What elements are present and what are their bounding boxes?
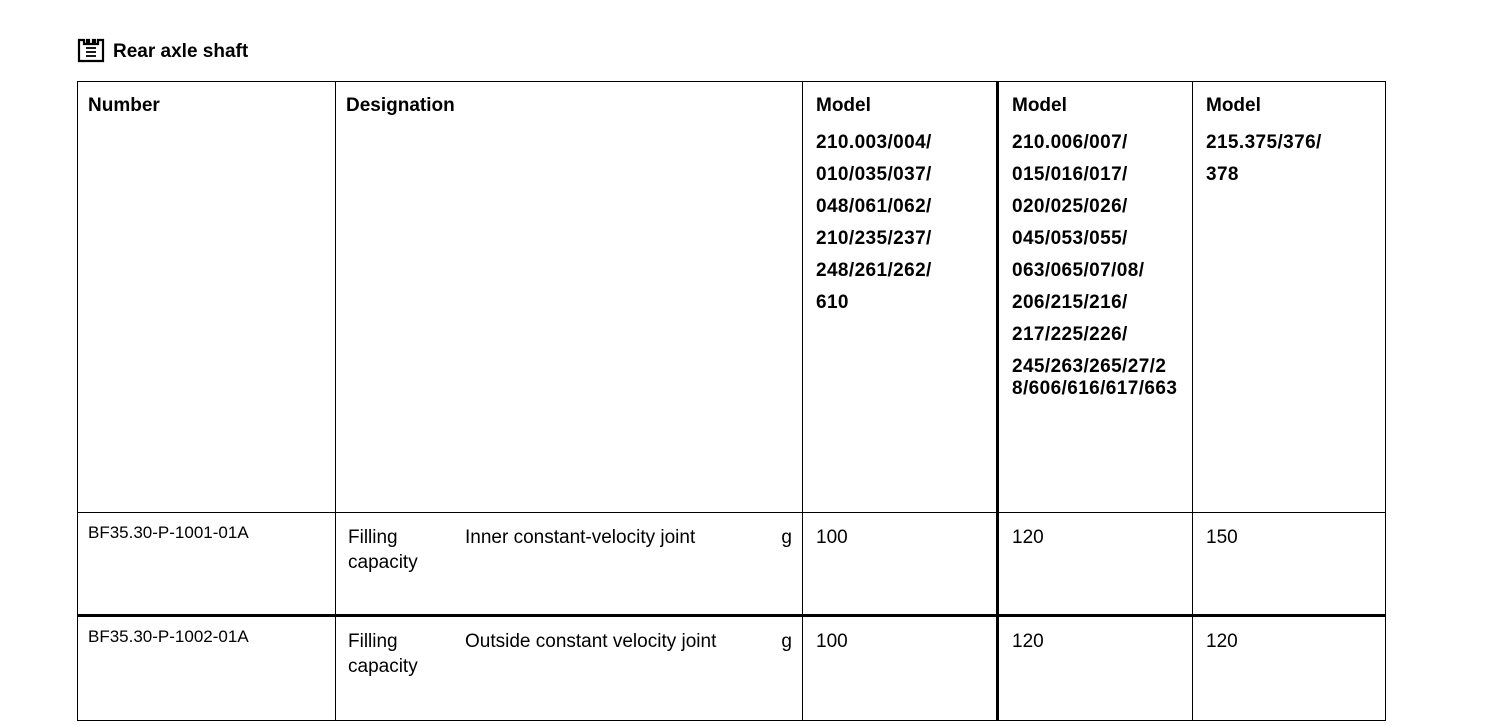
header-number: Number <box>78 82 336 513</box>
header-designation: Designation <box>336 82 803 513</box>
header-model-1 <box>803 82 998 513</box>
model-numbers <box>816 127 986 319</box>
model-label: Model <box>1012 95 1067 116</box>
header-model-3 <box>1193 82 1386 513</box>
model-number-line: 045/053/055/ <box>1012 228 1128 249</box>
designation-cell <box>336 513 803 616</box>
model-number-line: 610 <box>816 292 849 313</box>
component-label: Inner constant-velocity joint <box>465 527 696 548</box>
model-number-line: 015/016/017/ <box>1012 164 1128 185</box>
header-model-2 <box>998 82 1193 513</box>
unit-label: g <box>781 631 792 652</box>
rear-axle-spec-table <box>77 81 1386 721</box>
model-numbers <box>1206 127 1375 191</box>
model-number-line: 215.375/376/ <box>1206 132 1322 153</box>
quantity-label: Filling capacity <box>348 631 418 677</box>
model-number-line: 063/065/07/08/ <box>1012 260 1145 281</box>
section-heading <box>77 34 248 66</box>
value-model-1: 100 <box>803 616 998 721</box>
value-model-1: 100 <box>803 513 998 616</box>
model-number-line: 210.006/007/ <box>1012 132 1128 153</box>
document-list-icon <box>77 37 105 63</box>
model-numbers <box>1012 127 1182 400</box>
part-number: BF35.30-P-1001-01A <box>78 513 336 616</box>
model-number-line: 048/061/062/ <box>816 196 932 217</box>
model-label: Model <box>816 95 871 116</box>
value-model-2: 120 <box>998 616 1193 721</box>
table-row <box>78 513 1386 616</box>
model-number-line: 020/025/026/ <box>1012 196 1128 217</box>
model-number-line: 206/215/216/ <box>1012 292 1128 313</box>
component-label: Outside constant velocity joint <box>465 631 717 652</box>
value-model-3: 120 <box>1193 616 1386 721</box>
unit-label: g <box>781 527 792 548</box>
model-number-line: 245/263/265/27/28/606/616/617/663 <box>1012 356 1178 399</box>
page-title: Rear axle shaft <box>113 41 249 62</box>
designation-cell <box>336 616 803 721</box>
model-number-line: 210.003/004/ <box>816 132 932 153</box>
model-label: Model <box>1206 95 1261 116</box>
model-number-line: 217/225/226/ <box>1012 324 1128 345</box>
value-model-2: 120 <box>998 513 1193 616</box>
value-model-3: 150 <box>1193 513 1386 616</box>
model-number-line: 248/261/262/ <box>816 260 932 281</box>
part-number: BF35.30-P-1002-01A <box>78 616 336 721</box>
table-row <box>78 616 1386 721</box>
quantity-label: Filling capacity <box>348 527 418 573</box>
model-number-line: 210/235/237/ <box>816 228 932 249</box>
model-number-line: 378 <box>1206 164 1239 185</box>
model-number-line: 010/035/037/ <box>816 164 932 185</box>
table-header-row <box>78 82 1386 513</box>
